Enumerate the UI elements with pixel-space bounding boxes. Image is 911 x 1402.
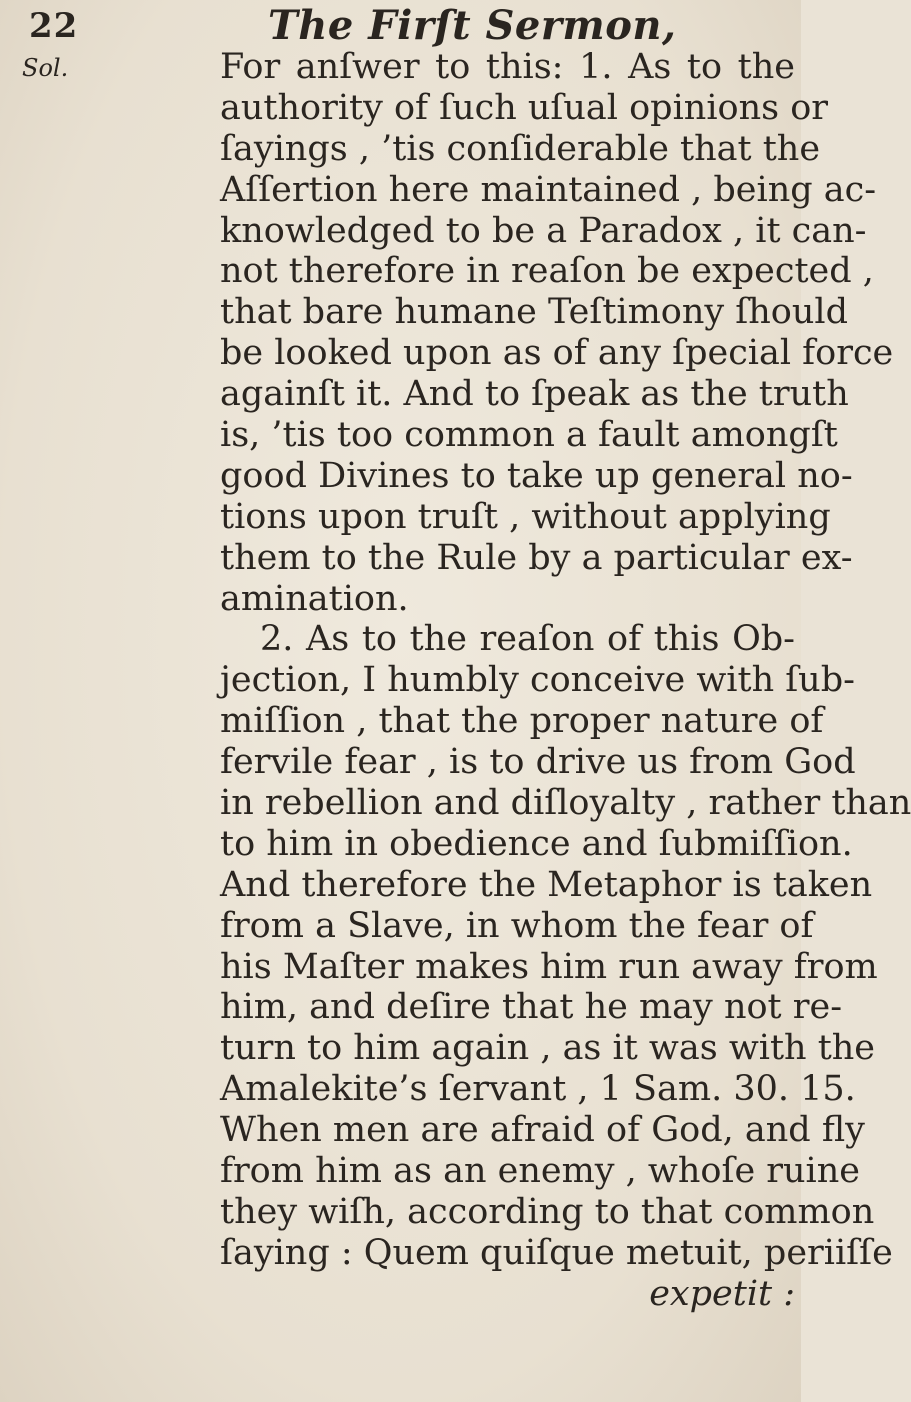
text-line: againſt it. And to ſpeak as the truth xyxy=(220,374,849,415)
page-number: 22 xyxy=(29,6,79,46)
text-line: tions upon truſt , without applying xyxy=(220,496,831,537)
text-line: amination. xyxy=(220,578,409,619)
text-line: When men are afraid of God, and fly xyxy=(220,1110,865,1151)
text-line: jection, I humbly conceive with ſub- xyxy=(220,660,855,701)
text-line: good Divines to take up general no- xyxy=(220,455,853,496)
text-line: that bare humane Teſtimony ſhould xyxy=(220,292,848,333)
text-line: For anſwer to this: 1. As to the xyxy=(220,47,795,87)
text-line: authority of ſuch uſual opinions or xyxy=(220,87,829,128)
catchword: expetit : xyxy=(649,1273,795,1314)
text-line: be looked upon as of any ſpecial force xyxy=(220,333,894,374)
text-line: ſaying : Quem quiſque metuit, periiſſe xyxy=(220,1232,893,1273)
text-line: knowledged to be a Paradox , it can- xyxy=(220,210,867,251)
text-line: from a Slave, in whom the fear of xyxy=(220,905,814,946)
text-line: ſayings , ’tis conſiderable that the xyxy=(220,128,821,169)
text-line: his Maſter makes him run away from xyxy=(220,946,878,987)
text-line: to him in obedience and ſubmiſſion. xyxy=(220,823,853,864)
body-text xyxy=(220,47,911,1315)
text-line: in rebellion and diſloyalty , rather than xyxy=(220,783,911,824)
margin-note: Sol. xyxy=(22,54,69,82)
text-line: them to the Rule by a particular ex- xyxy=(220,537,853,578)
text-line: Amalekite’s ſervant , 1 Sam. 30. 15. xyxy=(220,1069,856,1110)
text-line: is, ’tis too common a fault amongſt xyxy=(220,415,838,456)
text-line: turn to him again , as it was with the xyxy=(220,1028,876,1069)
text-line: And therefore the Metaphor is taken xyxy=(220,864,873,905)
text-line: not therefore in reaſon be expected , xyxy=(220,251,874,292)
running-head: The Firſt Sermon, xyxy=(268,2,677,49)
text-line: from him as an enemy , whoſe ruine xyxy=(220,1151,860,1192)
text-line: him, and deſire that he may not re- xyxy=(220,987,843,1028)
text-line: 2. As to the reaſon of this Ob- xyxy=(260,619,795,660)
text-line: they wiſh, according to that common xyxy=(220,1191,875,1232)
text-line: miſſion , that the proper nature of xyxy=(220,701,824,742)
text-line: fervile fear , is to drive us from God xyxy=(220,742,856,783)
text-line: Aſſertion here maintained , being ac- xyxy=(220,169,877,210)
